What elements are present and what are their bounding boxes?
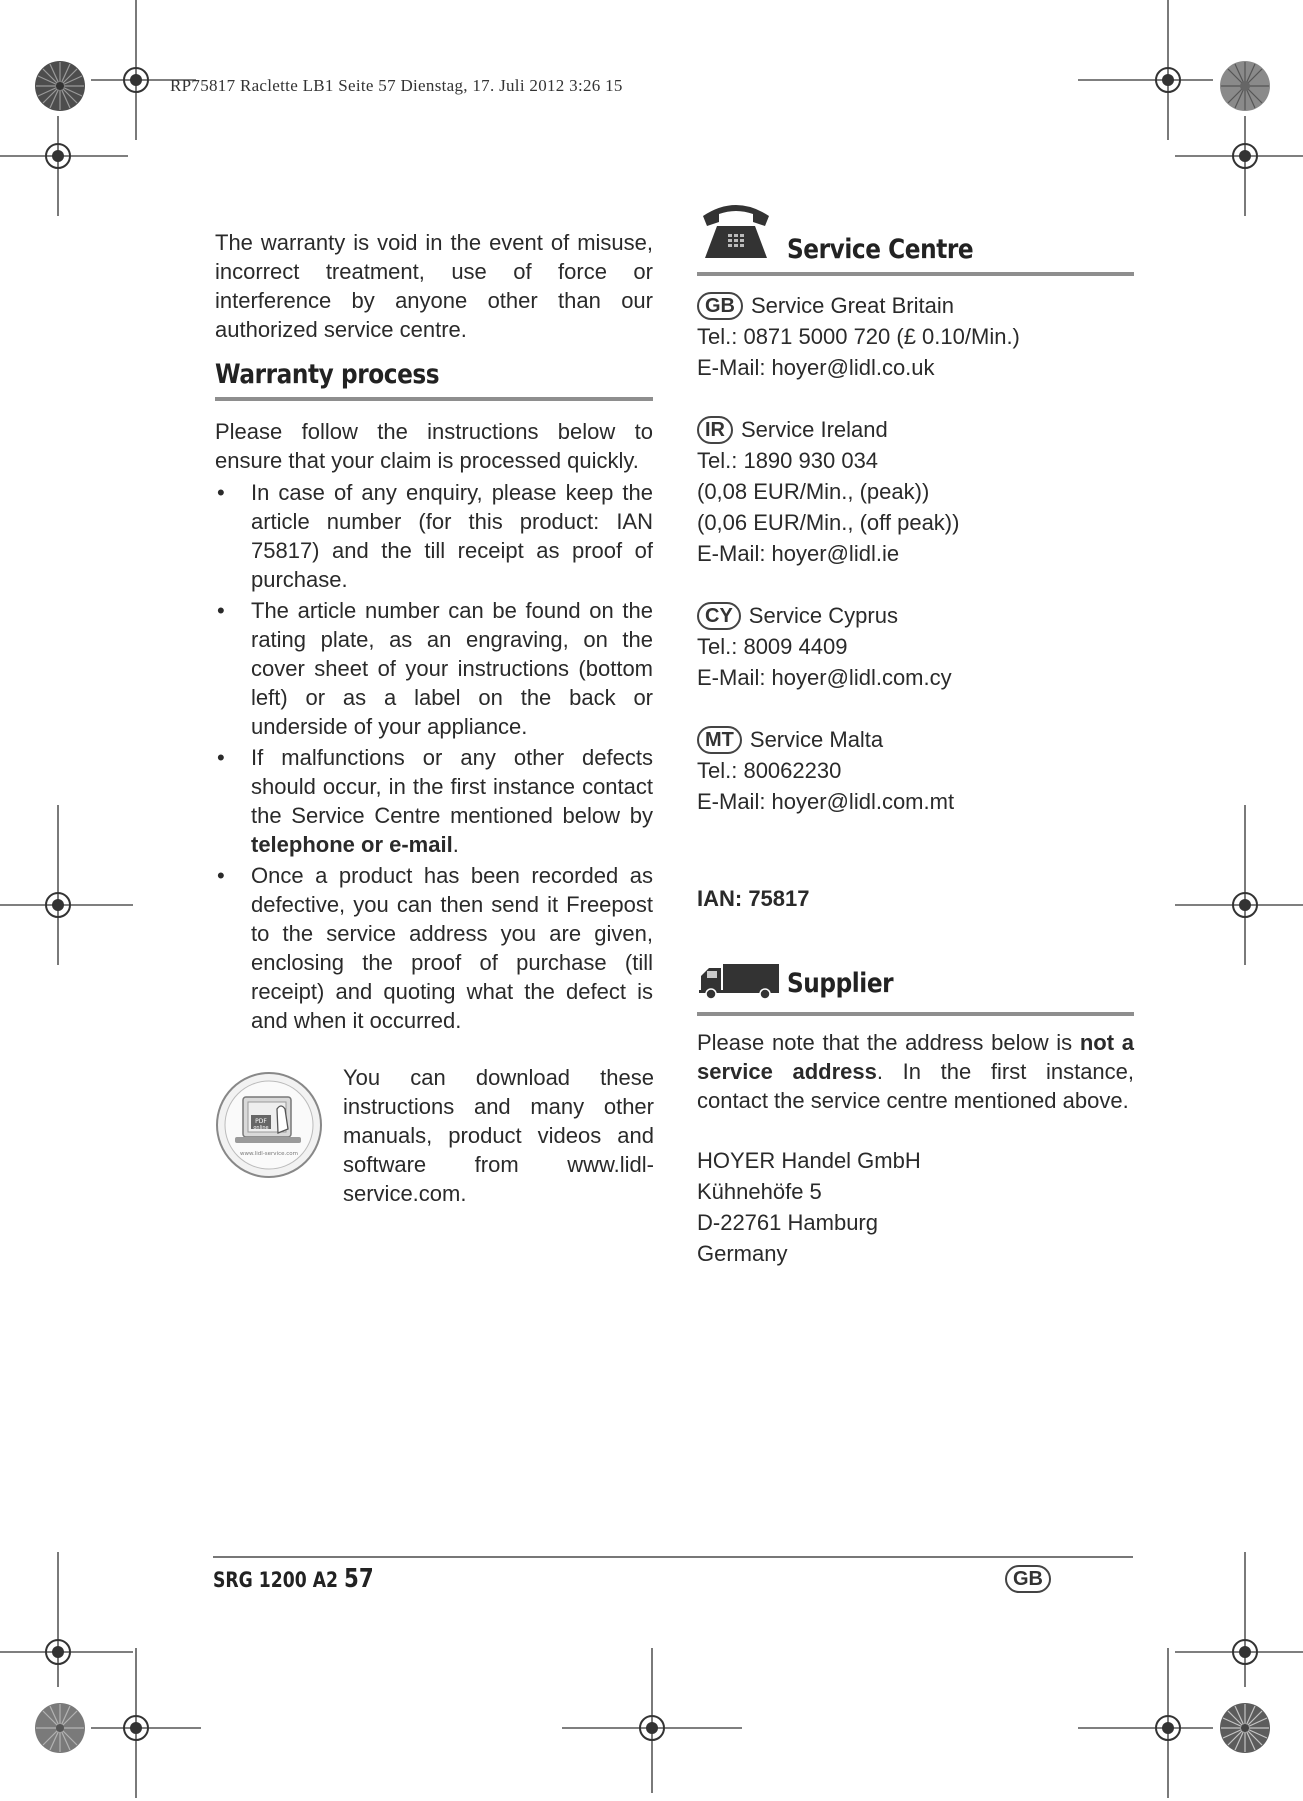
service-title: IR Service Ireland (697, 414, 1134, 445)
contact-method-emphasis: telephone or e-mail (251, 832, 453, 857)
supplier-heading-block (697, 952, 1134, 1012)
service-entry-mt (697, 724, 1134, 817)
bullet-icon: • (217, 745, 225, 770)
heading-rule (215, 397, 653, 401)
list-item: • If malfunctions or any other defects should occur, in the first instance contact the Service Centre mentioned below by telephone or e-mail. (217, 745, 653, 857)
supplier-note: Please note that the address below is not a service address. In the first instance, contact the service centre mentioned above. (697, 1030, 1135, 1113)
supplier-heading: Supplier (787, 968, 894, 999)
right-column (697, 196, 1134, 1269)
color-target-bottom-right (1219, 1702, 1271, 1754)
service-centre-heading-block (697, 196, 1134, 272)
svg-text:PDF: PDF (255, 1118, 267, 1125)
country-badge: GB (697, 292, 743, 320)
service-email: E-Mail: hoyer@lidl.com.mt (697, 789, 955, 814)
service-email: E-Mail: hoyer@lidl.co.uk (697, 355, 935, 380)
service-title: CY Service Cyprus (697, 600, 1134, 631)
country-badge: CY (697, 602, 741, 630)
service-rate-off-peak: (0,06 EUR/Min., (off peak)) (697, 510, 960, 535)
service-phone: Tel.: 0871 5000 720 (£ 0.10/Min.) (697, 324, 1020, 349)
service-centre-heading: Service Centre (787, 234, 974, 265)
service-title: GB Service Great Britain (697, 290, 1134, 321)
service-entry-ir (697, 414, 1134, 569)
telephone-icon (697, 196, 775, 264)
download-info-block (215, 1063, 653, 1218)
heading-rule (697, 1012, 1134, 1016)
language-badge: GB (1005, 1565, 1051, 1593)
color-target-top-right (1219, 60, 1271, 112)
bullet-icon: • (217, 480, 225, 505)
list-item: • The article number can be found on the rating plate, as an engraving, on the cover sheet of your instructions (bottom left) or as a label on the back or underside of your appliance. (217, 598, 653, 739)
service-phone: Tel.: 80062230 (697, 758, 842, 783)
color-target-bottom-left (34, 1702, 86, 1754)
address-city: D-22761 Hamburg (697, 1210, 878, 1235)
heading-rule (697, 272, 1134, 276)
warranty-process-heading: Warranty process (215, 359, 440, 390)
online-download-icon (215, 1071, 323, 1179)
color-target-top-left (34, 60, 86, 112)
list-item: • In case of any enquiry, please keep the article number (for this product: IAN 75817) and the till receipt as proof of purchase. (217, 480, 653, 592)
bullet-icon: • (217, 863, 225, 888)
bullet-icon: • (217, 598, 225, 623)
warranty-process-heading-block (215, 360, 653, 401)
list-item: • Once a product has been recorded as defective, you can then send it Freepost to the service address you are given, enclosing the proof of purchase (till receipt) and quoting what the defect is and when it occurred. (217, 863, 653, 1033)
svg-text:www.lidl-service.com: www.lidl-service.com (240, 1151, 298, 1157)
service-entry-cy (697, 600, 1134, 693)
service-phone: Tel.: 8009 4409 (697, 634, 848, 659)
footer-model-page (213, 1564, 374, 1594)
model-number: SRG 1200 A2 (213, 1568, 339, 1592)
page-number: 57 (344, 1564, 374, 1594)
truck-icon (699, 964, 779, 1000)
warranty-void-paragraph: The warranty is void in the event of misuse, incorrect treatment, use of force or interference by anyone other than our authorized service centre. (215, 230, 653, 342)
svg-text:online: online (253, 1125, 269, 1131)
service-email: E-Mail: hoyer@lidl.ie (697, 541, 900, 566)
service-email: E-Mail: hoyer@lidl.com.cy (697, 665, 952, 690)
left-column (215, 228, 653, 1218)
not-service-address-emphasis: not a service address (697, 1030, 1134, 1084)
download-info-text: You can download these instructions and many other manuals, product videos and software from www.lidl-service.com. (343, 1065, 654, 1206)
country-badge: IR (697, 416, 733, 444)
service-phone: Tel.: 1890 930 034 (697, 448, 879, 473)
print-header: RP75817 Raclette LB1 Seite 57 Dienstag, 17. Juli 2012 3:26 15 (170, 76, 623, 95)
process-bullet-list (215, 478, 653, 1035)
service-rate-peak: (0,08 EUR/Min., (peak)) (697, 479, 930, 504)
service-entry-gb (697, 290, 1134, 383)
address-company: HOYER Handel GmbH (697, 1148, 921, 1173)
supplier-address (697, 1145, 1134, 1269)
footer-rule (213, 1556, 1133, 1558)
process-intro-paragraph: Please follow the instructions below to ensure that your claim is processed quickly. (215, 419, 653, 473)
address-street: Kühnehöfe 5 (697, 1179, 822, 1204)
country-badge: MT (697, 726, 742, 754)
ian-number: IAN: 75817 (697, 886, 810, 911)
address-country: Germany (697, 1241, 788, 1266)
service-title: MT Service Malta (697, 724, 1134, 755)
